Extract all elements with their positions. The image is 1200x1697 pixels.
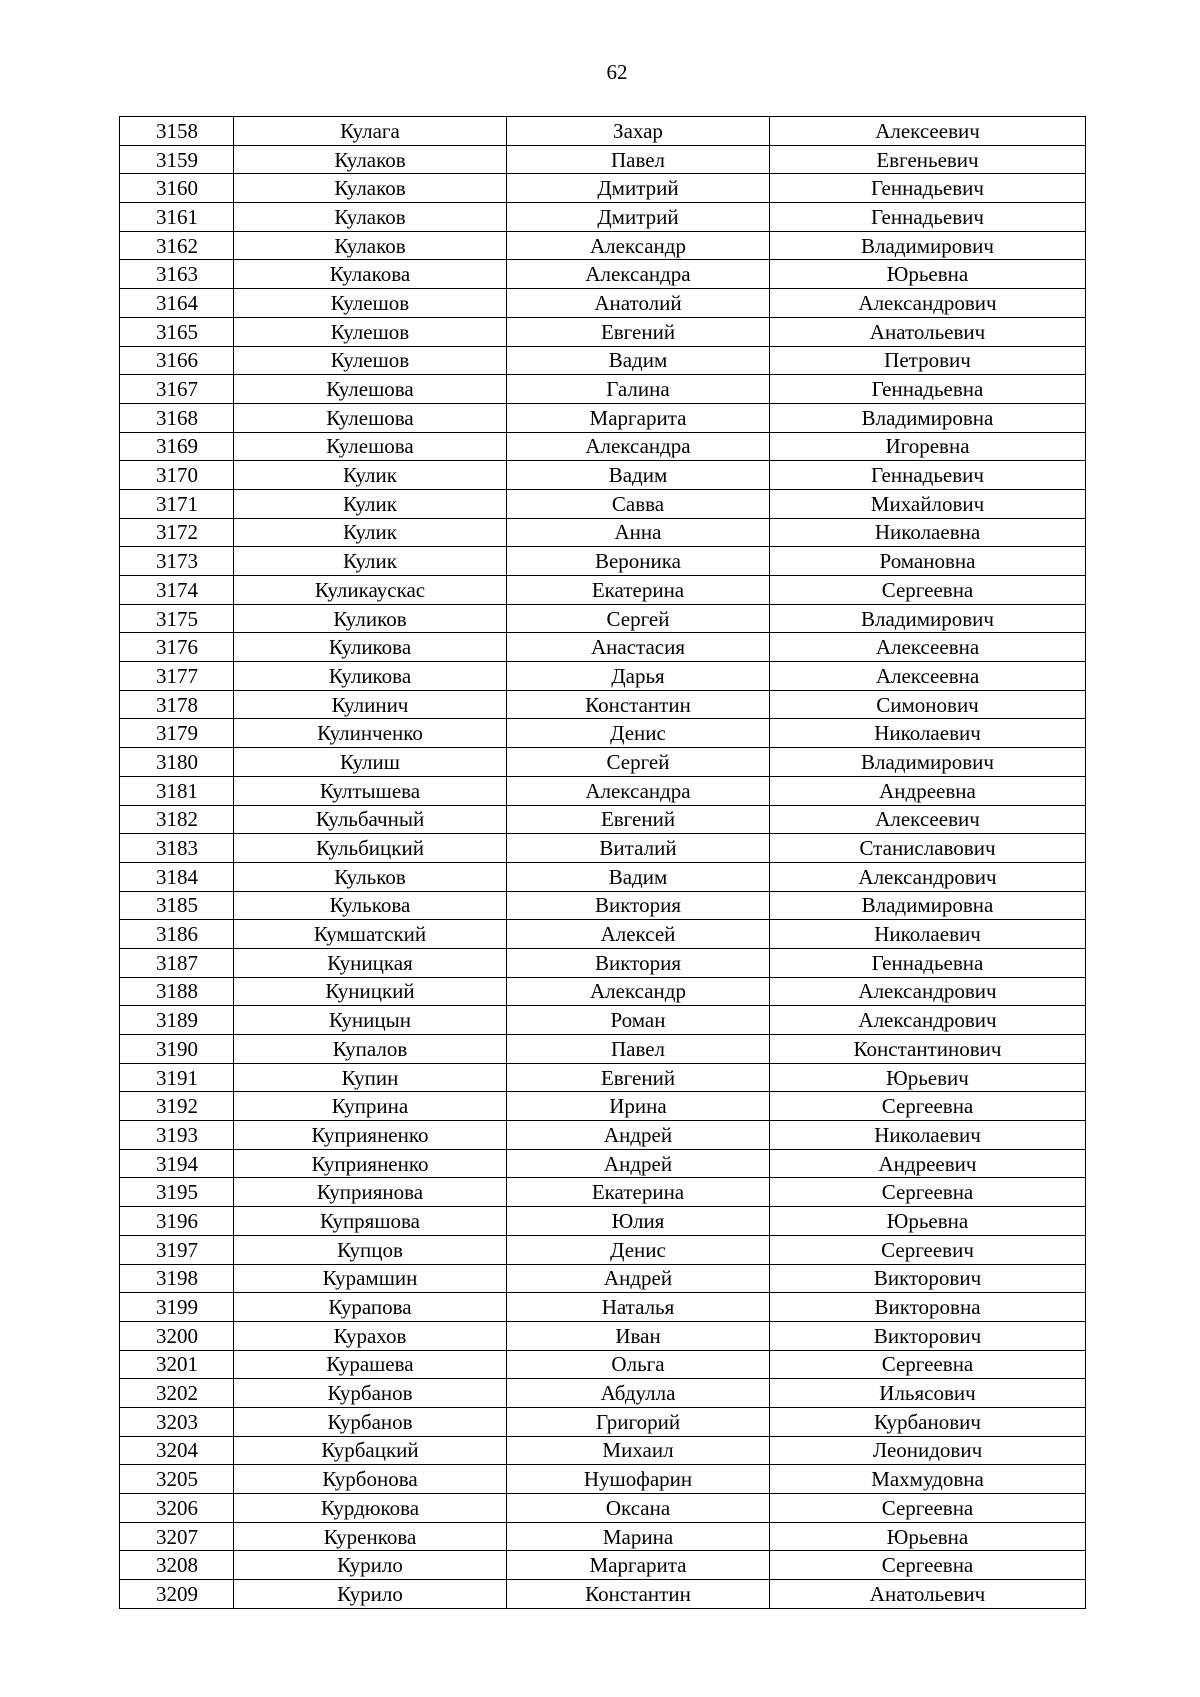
table-row (120, 776, 1086, 805)
first-name-cell: Александра (507, 776, 770, 805)
row-number-cell: 3188 (120, 977, 234, 1006)
table-row (120, 1379, 1086, 1408)
table-row (120, 1293, 1086, 1322)
last-name-cell: Курбацкий (234, 1436, 507, 1465)
first-name-cell: Анна (507, 518, 770, 547)
first-name-cell: Сергей (507, 604, 770, 633)
patronymic-cell: Станиславович (770, 834, 1086, 863)
row-number-cell: 3205 (120, 1465, 234, 1494)
last-name-cell: Курило (234, 1551, 507, 1580)
table-row (120, 633, 1086, 662)
row-number-cell: 3197 (120, 1235, 234, 1264)
patronymic-cell: Юрьевич (770, 1063, 1086, 1092)
row-number-cell: 3176 (120, 633, 234, 662)
last-name-cell: Купин (234, 1063, 507, 1092)
table-row (120, 1264, 1086, 1293)
roster-table (119, 116, 1086, 1609)
table-row (120, 1522, 1086, 1551)
row-number-cell: 3187 (120, 948, 234, 977)
row-number-cell: 3163 (120, 260, 234, 289)
first-name-cell: Виталий (507, 834, 770, 863)
last-name-cell: Куликова (234, 633, 507, 662)
last-name-cell: Кулешова (234, 375, 507, 404)
first-name-cell: Александр (507, 231, 770, 260)
patronymic-cell: Алексеевич (770, 117, 1086, 146)
first-name-cell: Григорий (507, 1407, 770, 1436)
last-name-cell: Кулинченко (234, 719, 507, 748)
last-name-cell: Куницкий (234, 977, 507, 1006)
last-name-cell: Курахов (234, 1321, 507, 1350)
table-row (120, 920, 1086, 949)
table-row (120, 231, 1086, 260)
row-number-cell: 3184 (120, 862, 234, 891)
first-name-cell: Захар (507, 117, 770, 146)
patronymic-cell: Юрьевна (770, 1207, 1086, 1236)
last-name-cell: Курбанов (234, 1379, 507, 1408)
patronymic-cell: Ильясович (770, 1379, 1086, 1408)
last-name-cell: Кулешов (234, 289, 507, 318)
table-row (120, 1149, 1086, 1178)
last-name-cell: Куликова (234, 662, 507, 691)
patronymic-cell: Михайлович (770, 489, 1086, 518)
row-number-cell: 3199 (120, 1293, 234, 1322)
patronymic-cell: Алексеевна (770, 633, 1086, 662)
patronymic-cell: Анатольевич (770, 1580, 1086, 1609)
first-name-cell: Наталья (507, 1293, 770, 1322)
first-name-cell: Денис (507, 719, 770, 748)
table-row (120, 748, 1086, 777)
patronymic-cell: Анатольевич (770, 317, 1086, 346)
last-name-cell: Купцов (234, 1235, 507, 1264)
row-number-cell: 3201 (120, 1350, 234, 1379)
patronymic-cell: Алексеевна (770, 662, 1086, 691)
row-number-cell: 3166 (120, 346, 234, 375)
table-row (120, 317, 1086, 346)
first-name-cell: Вадим (507, 346, 770, 375)
last-name-cell: Куприна (234, 1092, 507, 1121)
patronymic-cell: Николаевич (770, 719, 1086, 748)
row-number-cell: 3168 (120, 403, 234, 432)
last-name-cell: Кулаков (234, 203, 507, 232)
patronymic-cell: Викторович (770, 1321, 1086, 1350)
table-row (120, 891, 1086, 920)
patronymic-cell: Сергеевич (770, 1235, 1086, 1264)
first-name-cell: Ольга (507, 1350, 770, 1379)
first-name-cell: Денис (507, 1235, 770, 1264)
patronymic-cell: Курбанович (770, 1407, 1086, 1436)
row-number-cell: 3180 (120, 748, 234, 777)
table-row (120, 834, 1086, 863)
row-number-cell: 3165 (120, 317, 234, 346)
first-name-cell: Юлия (507, 1207, 770, 1236)
row-number-cell: 3192 (120, 1092, 234, 1121)
patronymic-cell: Александрович (770, 862, 1086, 891)
row-number-cell: 3169 (120, 432, 234, 461)
patronymic-cell: Сергеевна (770, 1551, 1086, 1580)
first-name-cell: Савва (507, 489, 770, 518)
row-number-cell: 3174 (120, 576, 234, 605)
table-row (120, 117, 1086, 146)
row-number-cell: 3173 (120, 547, 234, 576)
first-name-cell: Анастасия (507, 633, 770, 662)
last-name-cell: Куницын (234, 1006, 507, 1035)
last-name-cell: Кульбачный (234, 805, 507, 834)
row-number-cell: 3206 (120, 1494, 234, 1523)
table-row (120, 260, 1086, 289)
patronymic-cell: Владимирович (770, 231, 1086, 260)
last-name-cell: Кулешова (234, 432, 507, 461)
table-row (120, 719, 1086, 748)
patronymic-cell: Николаевна (770, 518, 1086, 547)
first-name-cell: Екатерина (507, 576, 770, 605)
table-row (120, 1235, 1086, 1264)
patronymic-cell: Николаевич (770, 920, 1086, 949)
table-row (120, 1121, 1086, 1150)
patronymic-cell: Сергеевна (770, 1178, 1086, 1207)
first-name-cell: Иван (507, 1321, 770, 1350)
row-number-cell: 3167 (120, 375, 234, 404)
page-number: 62 (606, 60, 628, 84)
patronymic-cell: Александрович (770, 977, 1086, 1006)
table-row (120, 977, 1086, 1006)
table-row (120, 805, 1086, 834)
patronymic-cell: Симонович (770, 690, 1086, 719)
first-name-cell: Оксана (507, 1494, 770, 1523)
first-name-cell: Андрей (507, 1264, 770, 1293)
last-name-cell: Купалов (234, 1035, 507, 1064)
table-row (120, 1178, 1086, 1207)
table-row (120, 662, 1086, 691)
first-name-cell: Виктория (507, 948, 770, 977)
table-row (120, 289, 1086, 318)
row-number-cell: 3200 (120, 1321, 234, 1350)
patronymic-cell: Игоревна (770, 432, 1086, 461)
table-row (120, 1092, 1086, 1121)
last-name-cell: Курамшин (234, 1264, 507, 1293)
row-number-cell: 3190 (120, 1035, 234, 1064)
last-name-cell: Кулакова (234, 260, 507, 289)
row-number-cell: 3198 (120, 1264, 234, 1293)
table-row (120, 1035, 1086, 1064)
table-row (120, 403, 1086, 432)
row-number-cell: 3158 (120, 117, 234, 146)
row-number-cell: 3191 (120, 1063, 234, 1092)
last-name-cell: Куликаускас (234, 576, 507, 605)
last-name-cell: Кулешов (234, 346, 507, 375)
first-name-cell: Евгений (507, 1063, 770, 1092)
patronymic-cell: Владимировна (770, 403, 1086, 432)
last-name-cell: Кульков (234, 862, 507, 891)
last-name-cell: Куликов (234, 604, 507, 633)
first-name-cell: Анатолий (507, 289, 770, 318)
patronymic-cell: Сергеевна (770, 1494, 1086, 1523)
row-number-cell: 3207 (120, 1522, 234, 1551)
first-name-cell: Александра (507, 432, 770, 461)
row-number-cell: 3208 (120, 1551, 234, 1580)
last-name-cell: Кулик (234, 489, 507, 518)
first-name-cell: Михаил (507, 1436, 770, 1465)
last-name-cell: Купряшова (234, 1207, 507, 1236)
last-name-cell: Кулик (234, 547, 507, 576)
row-number-cell: 3164 (120, 289, 234, 318)
table-row (120, 1436, 1086, 1465)
row-number-cell: 3179 (120, 719, 234, 748)
table-row (120, 346, 1086, 375)
row-number-cell: 3195 (120, 1178, 234, 1207)
table-row (120, 1321, 1086, 1350)
last-name-cell: Кульбицкий (234, 834, 507, 863)
table-row (120, 1063, 1086, 1092)
table-row (120, 1580, 1086, 1609)
table-row (120, 203, 1086, 232)
first-name-cell: Алексей (507, 920, 770, 949)
row-number-cell: 3196 (120, 1207, 234, 1236)
first-name-cell: Маргарита (507, 1551, 770, 1580)
last-name-cell: Курдюкова (234, 1494, 507, 1523)
first-name-cell: Виктория (507, 891, 770, 920)
first-name-cell: Константин (507, 690, 770, 719)
table-row (120, 576, 1086, 605)
table-row (120, 1407, 1086, 1436)
table-row (120, 948, 1086, 977)
first-name-cell: Константин (507, 1580, 770, 1609)
first-name-cell: Александр (507, 977, 770, 1006)
row-number-cell: 3170 (120, 461, 234, 490)
row-number-cell: 3181 (120, 776, 234, 805)
row-number-cell: 3183 (120, 834, 234, 863)
table-row (120, 1350, 1086, 1379)
table-row (120, 690, 1086, 719)
last-name-cell: Кулик (234, 518, 507, 547)
row-number-cell: 3204 (120, 1436, 234, 1465)
row-number-cell: 3159 (120, 145, 234, 174)
table-row (120, 489, 1086, 518)
table-row (120, 461, 1086, 490)
patronymic-cell: Владимирович (770, 748, 1086, 777)
row-number-cell: 3203 (120, 1407, 234, 1436)
last-name-cell: Култышева (234, 776, 507, 805)
first-name-cell: Дарья (507, 662, 770, 691)
last-name-cell: Куприяненко (234, 1149, 507, 1178)
row-number-cell: 3193 (120, 1121, 234, 1150)
last-name-cell: Кулаков (234, 174, 507, 203)
last-name-cell: Кулькова (234, 891, 507, 920)
last-name-cell: Курбанов (234, 1407, 507, 1436)
patronymic-cell: Сергеевна (770, 1092, 1086, 1121)
table-row (120, 1006, 1086, 1035)
last-name-cell: Куренкова (234, 1522, 507, 1551)
last-name-cell: Кулага (234, 117, 507, 146)
table-row (120, 145, 1086, 174)
last-name-cell: Куприянова (234, 1178, 507, 1207)
first-name-cell: Вадим (507, 461, 770, 490)
table-row (120, 432, 1086, 461)
row-number-cell: 3177 (120, 662, 234, 691)
table-row (120, 1551, 1086, 1580)
row-number-cell: 3209 (120, 1580, 234, 1609)
patronymic-cell: Геннадьевна (770, 375, 1086, 404)
table-row (120, 1494, 1086, 1523)
first-name-cell: Евгений (507, 805, 770, 834)
table-row (120, 375, 1086, 404)
patronymic-cell: Юрьевна (770, 260, 1086, 289)
first-name-cell: Дмитрий (507, 174, 770, 203)
patronymic-cell: Геннадьевич (770, 174, 1086, 203)
last-name-cell: Курбонова (234, 1465, 507, 1494)
first-name-cell: Екатерина (507, 1178, 770, 1207)
first-name-cell: Ирина (507, 1092, 770, 1121)
row-number-cell: 3172 (120, 518, 234, 547)
first-name-cell: Марина (507, 1522, 770, 1551)
first-name-cell: Маргарита (507, 403, 770, 432)
last-name-cell: Кулиш (234, 748, 507, 777)
patronymic-cell: Алексеевич (770, 805, 1086, 834)
row-number-cell: 3186 (120, 920, 234, 949)
first-name-cell: Роман (507, 1006, 770, 1035)
last-name-cell: Курашева (234, 1350, 507, 1379)
patronymic-cell: Константинович (770, 1035, 1086, 1064)
first-name-cell: Абдулла (507, 1379, 770, 1408)
first-name-cell: Вероника (507, 547, 770, 576)
patronymic-cell: Владимировна (770, 891, 1086, 920)
last-name-cell: Кулинич (234, 690, 507, 719)
patronymic-cell: Викторовна (770, 1293, 1086, 1322)
last-name-cell: Кулешова (234, 403, 507, 432)
row-number-cell: 3162 (120, 231, 234, 260)
last-name-cell: Кулешов (234, 317, 507, 346)
table-row (120, 1207, 1086, 1236)
row-number-cell: 3202 (120, 1379, 234, 1408)
row-number-cell: 3182 (120, 805, 234, 834)
patronymic-cell: Геннадьевна (770, 948, 1086, 977)
patronymic-cell: Александрович (770, 289, 1086, 318)
patronymic-cell: Андреевич (770, 1149, 1086, 1178)
patronymic-cell: Николаевич (770, 1121, 1086, 1150)
patronymic-cell: Юрьевна (770, 1522, 1086, 1551)
table-row (120, 174, 1086, 203)
first-name-cell: Павел (507, 145, 770, 174)
last-name-cell: Кулаков (234, 231, 507, 260)
patronymic-cell: Махмудовна (770, 1465, 1086, 1494)
last-name-cell: Куприяненко (234, 1121, 507, 1150)
patronymic-cell: Владимирович (770, 604, 1086, 633)
last-name-cell: Курило (234, 1580, 507, 1609)
last-name-cell: Кулик (234, 461, 507, 490)
row-number-cell: 3175 (120, 604, 234, 633)
last-name-cell: Курапова (234, 1293, 507, 1322)
patronymic-cell: Леонидович (770, 1436, 1086, 1465)
patronymic-cell: Геннадьевич (770, 461, 1086, 490)
row-number-cell: 3171 (120, 489, 234, 518)
table-row (120, 1465, 1086, 1494)
patronymic-cell: Геннадьевич (770, 203, 1086, 232)
first-name-cell: Андрей (507, 1149, 770, 1178)
table-row (120, 604, 1086, 633)
row-number-cell: 3194 (120, 1149, 234, 1178)
patronymic-cell: Сергеевна (770, 576, 1086, 605)
last-name-cell: Кулаков (234, 145, 507, 174)
row-number-cell: 3178 (120, 690, 234, 719)
last-name-cell: Кумшатский (234, 920, 507, 949)
row-number-cell: 3185 (120, 891, 234, 920)
first-name-cell: Андрей (507, 1121, 770, 1150)
first-name-cell: Дмитрий (507, 203, 770, 232)
first-name-cell: Павел (507, 1035, 770, 1064)
first-name-cell: Александра (507, 260, 770, 289)
patronymic-cell: Петрович (770, 346, 1086, 375)
first-name-cell: Сергей (507, 748, 770, 777)
patronymic-cell: Александрович (770, 1006, 1086, 1035)
row-number-cell: 3189 (120, 1006, 234, 1035)
first-name-cell: Вадим (507, 862, 770, 891)
patronymic-cell: Евгеньевич (770, 145, 1086, 174)
table-row (120, 862, 1086, 891)
first-name-cell: Евгений (507, 317, 770, 346)
table-row (120, 547, 1086, 576)
last-name-cell: Куницкая (234, 948, 507, 977)
patronymic-cell: Романовна (770, 547, 1086, 576)
first-name-cell: Галина (507, 375, 770, 404)
row-number-cell: 3160 (120, 174, 234, 203)
table-row (120, 518, 1086, 547)
patronymic-cell: Викторович (770, 1264, 1086, 1293)
row-number-cell: 3161 (120, 203, 234, 232)
first-name-cell: Нушофарин (507, 1465, 770, 1494)
patronymic-cell: Сергеевна (770, 1350, 1086, 1379)
roster-table-body (120, 117, 1086, 1609)
patronymic-cell: Андреевна (770, 776, 1086, 805)
